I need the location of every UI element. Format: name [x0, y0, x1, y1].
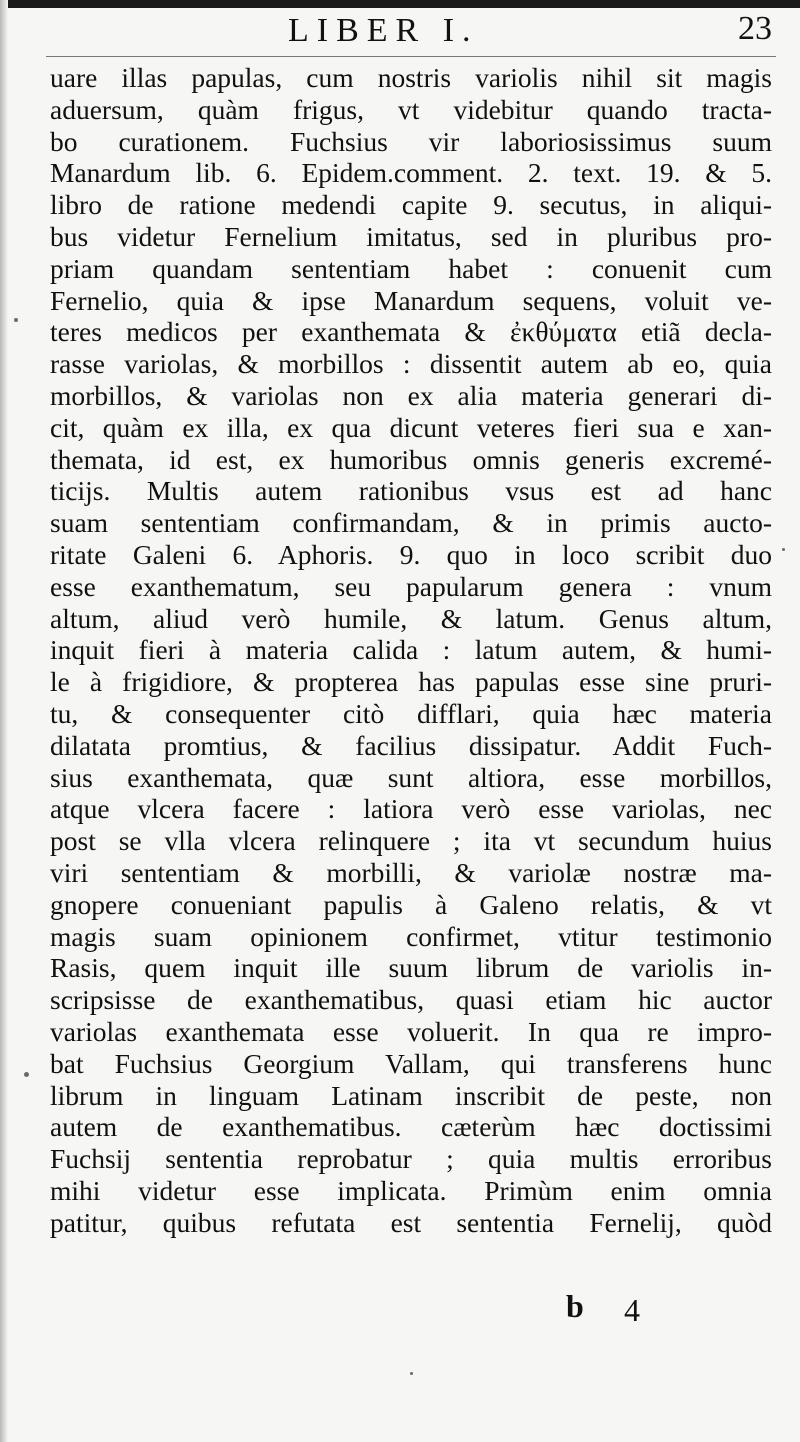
text-line: libro de ratione medendi capite 9. secutus, in aliqui- [50, 189, 772, 221]
text-line: bat Fuchsius Georgium Vallam, qui transferens hunc [50, 1047, 772, 1079]
text-line: themata, id est, ex humoribus omnis generis excremé- [50, 443, 772, 475]
text-line: patitur, quibus refutata est sententia Fernelij, quòd [50, 1206, 772, 1238]
text-line: viri sententiam & morbilli, & variolæ nostræ ma- [50, 856, 772, 888]
scan-speck [14, 318, 18, 322]
scan-speck [24, 1072, 29, 1077]
text-line: Rasis, quem inquit ille suum librum de variolis in- [50, 952, 772, 984]
body-text [50, 62, 772, 1238]
text-line: dilatata promtius, & facilius dissipatur. Addit Fuch- [50, 729, 772, 761]
text-line: variolas exanthemata esse voluerit. In qua re impro- [50, 1015, 772, 1047]
text-line: mihi videtur esse implicata. Primùm enim omnia [50, 1174, 772, 1206]
text-line: Fuchsij sententia reprobatur ; quia multis erroribus [50, 1143, 772, 1175]
text-line: gnopere conueniant papulis à Galeno relatis, & vt [50, 888, 772, 920]
text-line: priam quandam sententiam habet : conuenit cum [50, 252, 772, 284]
scan-speck [782, 548, 785, 551]
text-line: uare illas papulas, cum nostris variolis nihil sit magis [50, 62, 772, 93]
text-line: bus videtur Fernelium imitatus, sed in pluribus pro- [50, 220, 772, 252]
text-line: magis suam opinionem confirmet, vtitur testimonio [50, 920, 772, 952]
text-line: rasse variolas, & morbillos : dissentit autem ab eo, quia [50, 348, 772, 380]
scan-gutter-shadow [0, 0, 8, 1442]
text-line: tu, & consequenter citò difflari, quia hæc materia [50, 697, 772, 729]
text-line: aduersum, quàm frigus, vt videbitur quando tracta- [50, 93, 772, 125]
text-line: scripsisse de exanthematibus, quasi etiam hic auctor [50, 984, 772, 1016]
text-line: morbillos, & variolas non ex alia materia generari di- [50, 379, 772, 411]
text-line: inquit fieri à materia calida : latum autem, & humi- [50, 634, 772, 666]
scan-top-edge [0, 0, 800, 8]
text-line: sius exanthemata, quæ sunt altiora, esse morbillos, [50, 761, 772, 793]
header-rule [46, 56, 776, 57]
text-line: cit, quàm ex illa, ex qua dicunt veteres fieri sua e xan- [50, 411, 772, 443]
text-line: esse exanthematum, seu papularum genera : vnum [50, 570, 772, 602]
page-number: 23 [738, 10, 772, 47]
text-line: altum, aliud verò humile, & latum. Genus altum, [50, 602, 772, 634]
text-line: ticijs. Multis autem rationibus vsus est ad hanc [50, 475, 772, 507]
text-line: post se vlla vlcera relinquere ; ita vt secundum huius [50, 825, 772, 857]
running-head: LIBER I. [288, 12, 479, 49]
text-line: librum in linguam Latinam inscribit de peste, non [50, 1079, 772, 1111]
text-line: Manardum lib. 6. Epidem.comment. 2. text. 19. & 5. [50, 157, 772, 189]
text-line: le à frigidiore, & propterea has papulas esse sine pruri- [50, 666, 772, 698]
text-line: bo curationem. Fuchsius vir laboriosissimus suum [50, 125, 772, 157]
text-line: suam sententiam confirmandam, & in primis aucto- [50, 507, 772, 539]
text-line: teres medicos per exanthemata & ἐκθύματα etiã decla- [50, 316, 772, 348]
signature-mark-letter: b [566, 1288, 584, 1324]
scan-speck [410, 1372, 413, 1375]
text-line: ritate Galeni 6. Aphoris. 9. quo in loco scribit duo [50, 538, 772, 570]
text-line: autem de exanthematibus. cæterùm hæc doctissimi [50, 1111, 772, 1143]
text-line: Fernelio, quia & ipse Manardum sequens, voluit ve- [50, 284, 772, 316]
text-line: atque vlcera facere : latiora verò esse variolas, nec [50, 793, 772, 825]
signature-mark-number: 4 [624, 1292, 640, 1328]
